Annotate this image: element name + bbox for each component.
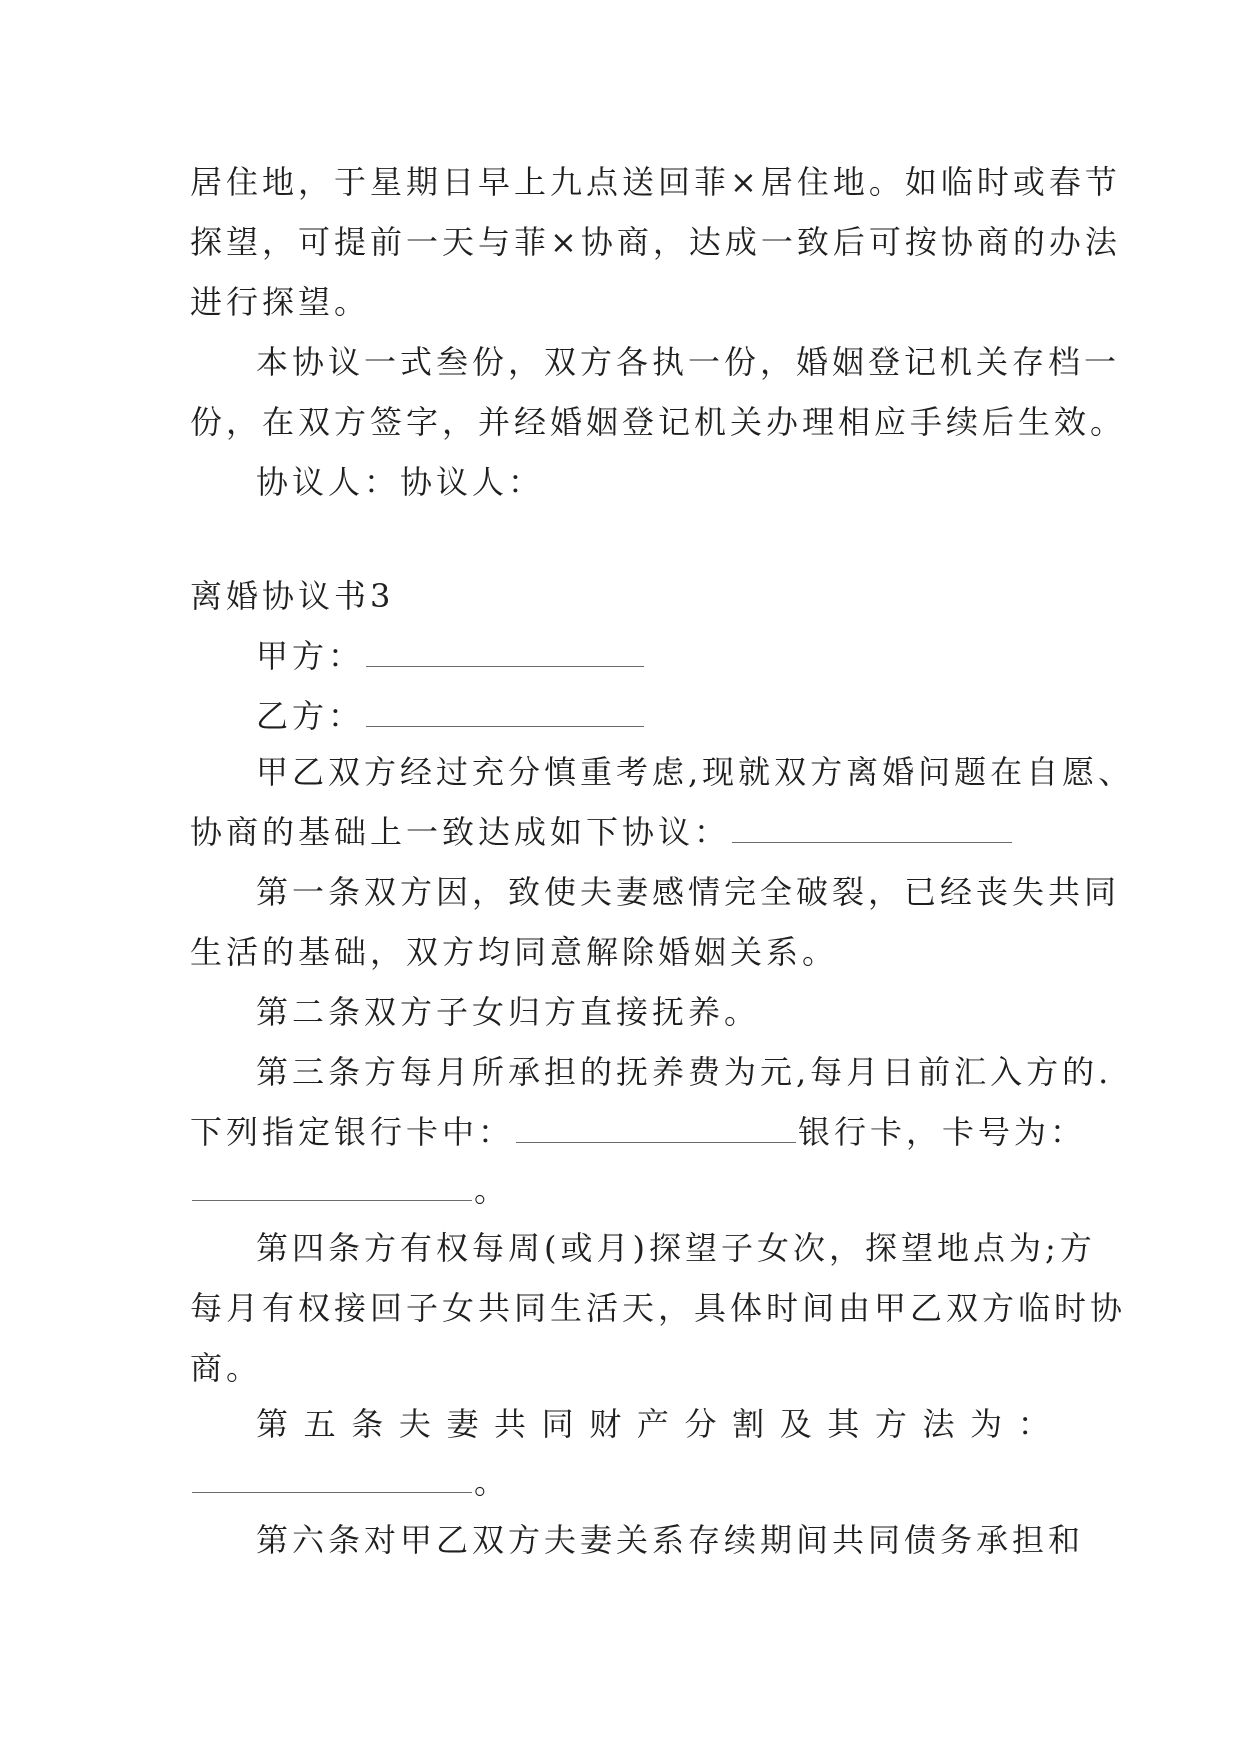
text-line: 第二条双方子女归方直接抚养。: [256, 993, 761, 1031]
party-b-line: [256, 694, 1116, 738]
justified-char: 五: [303, 1405, 336, 1443]
property-blank: [192, 1491, 472, 1493]
text-segment: 协商的基础上一致达成如下协议：: [190, 813, 731, 851]
text-line: 进行探望。: [190, 283, 371, 321]
text-line: [190, 1168, 1050, 1212]
text-line: 第一条双方因，致使夫妻感情完全破裂，已经丧失共同: [256, 873, 1121, 911]
section-title: 离婚协议书3: [190, 577, 395, 615]
text-line: 本协议一式叁份，双方各执一份，婚姻登记机关存档一: [256, 343, 1121, 381]
justified-char: 及: [779, 1405, 812, 1443]
justified-char: 产: [636, 1405, 669, 1443]
text-line: [190, 1110, 1087, 1154]
text-line: 探望，可提前一天与菲×协商，达成一致后可按协商的办法: [190, 223, 1121, 261]
text-segment: 。: [474, 1463, 511, 1501]
text-line: 甲乙双方经过充分慎重考虑,现就双方离婚问题在自愿、: [256, 753, 1135, 791]
justified-char: 条: [351, 1405, 384, 1443]
text-line: [190, 810, 1050, 854]
bank-blank: [516, 1141, 796, 1143]
justified-char: 其: [827, 1405, 860, 1443]
justified-char: ：: [1017, 1405, 1050, 1443]
justified-char: 分: [684, 1405, 717, 1443]
party-a-line: [256, 634, 1116, 678]
text-line: 第三条方每月所承担的抚养费为元,每月日前汇入方的.: [256, 1053, 1113, 1091]
justified-char: 财: [589, 1405, 622, 1443]
justified-char: 共: [494, 1405, 527, 1443]
text-segment: 。: [474, 1171, 511, 1209]
text-line: 每月有权接回子女共同生活天，具体时间由甲乙双方临时协: [190, 1289, 1127, 1327]
justified-char: 第: [256, 1405, 289, 1443]
text-line: [190, 1460, 1050, 1504]
text-line: 份，在双方签字，并经婚姻登记机关办理相应手续后生效。: [190, 403, 1127, 441]
party-b-blank: [366, 725, 644, 727]
justified-char: 割: [732, 1405, 765, 1443]
justified-char: 同: [541, 1405, 574, 1443]
justified-char: 方: [874, 1405, 907, 1443]
text-segment: 下列指定银行卡中：: [190, 1113, 515, 1151]
text-line: 商。: [190, 1349, 263, 1387]
signature-line: 协议人：协议人：: [256, 463, 545, 501]
justified-char: 为: [970, 1405, 1003, 1443]
text-segment: 银行卡，卡号为：: [798, 1113, 1087, 1151]
fill-blank: [732, 841, 1012, 843]
justified-char: 法: [922, 1405, 955, 1443]
justified-char: 夫: [398, 1405, 431, 1443]
text-line: 第六条对甲乙双方夫妻关系存续期间共同债务承担和: [256, 1521, 1085, 1559]
justified-line: [256, 1402, 1050, 1446]
party-a-label: 甲方：: [256, 637, 365, 675]
text-line: 居住地，于星期日早上九点送回菲×居住地。如临时或春节: [190, 163, 1121, 201]
card-number-blank: [192, 1199, 472, 1201]
party-b-label: 乙方：: [256, 697, 365, 735]
text-line: 生活的基础，双方均同意解除婚姻关系。: [190, 933, 839, 971]
text-line: 第四条方有权每周(或月)探望子女次，探望地点为;方: [256, 1229, 1096, 1267]
justified-char: 妻: [446, 1405, 479, 1443]
party-a-blank: [366, 665, 644, 667]
